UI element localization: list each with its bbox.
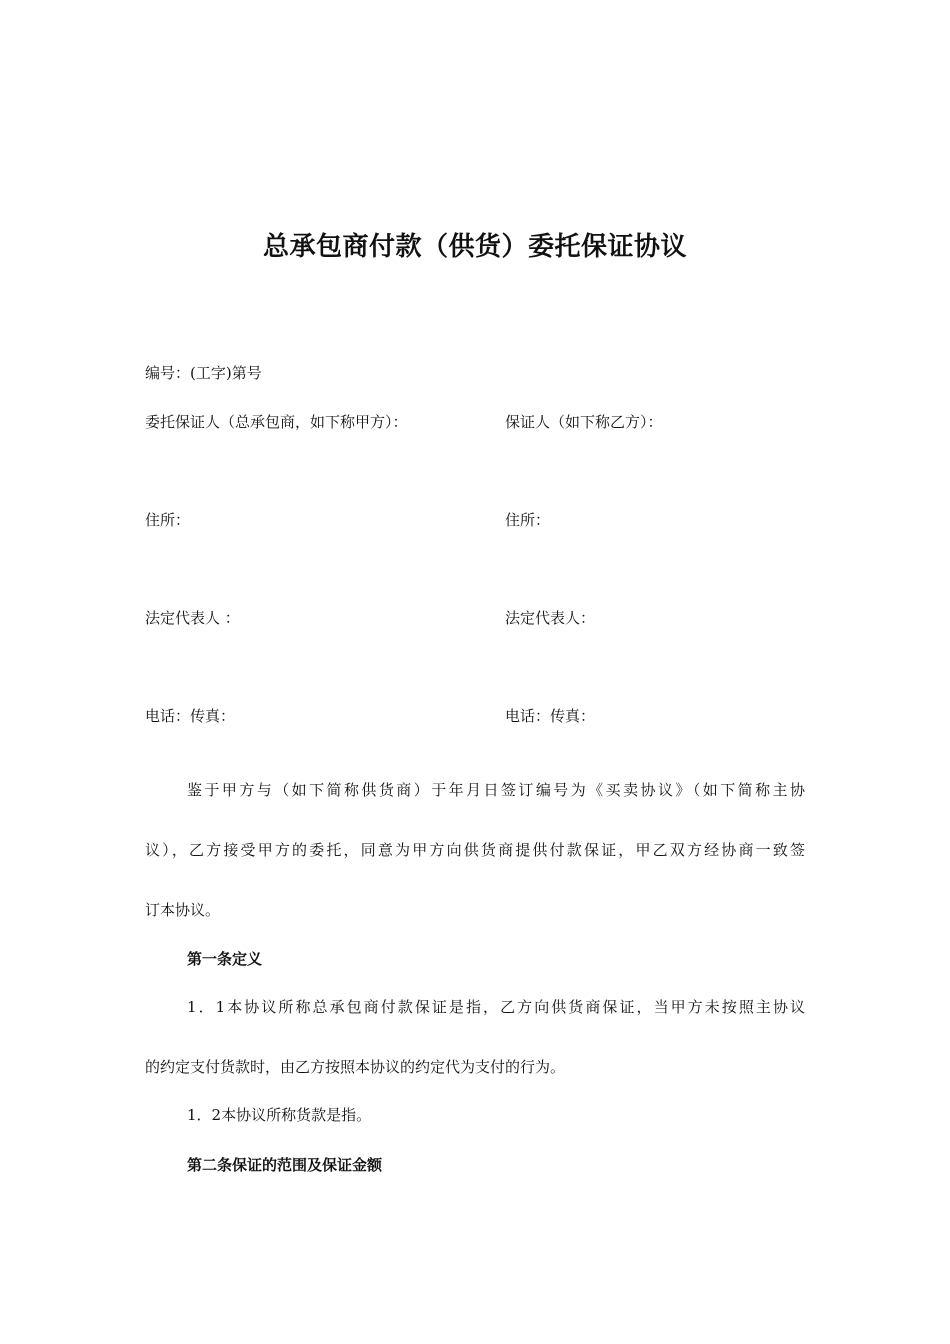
- contract-number: 编号：(工字)第号: [145, 364, 262, 382]
- party-a-label: 委托保证人（总承包商，如下称甲方）：: [145, 413, 408, 431]
- clause-1-1-line-1: 1．1本协议所称总承包商付款保证是指，乙方向供货商保证，当甲方未按照主协议: [187, 998, 805, 1016]
- preamble-line-1: 鉴于甲方与（如下简称供货商）于年月日签订编号为《买卖协议》（如下简称主协: [187, 781, 805, 799]
- article-2-heading: 第二条保证的范围及保证金额: [187, 1156, 383, 1174]
- preamble-line-2: 议），乙方接受甲方的委托，同意为甲方向供货商提供付款保证，甲乙双方经协商一致签: [145, 841, 805, 859]
- document-title: 总承包商付款（供货）委托保证协议: [262, 232, 687, 262]
- party-a-representative: 法定代表人 ：: [145, 609, 240, 627]
- party-b-address: 住所：: [505, 511, 551, 529]
- party-a-address: 住所：: [145, 511, 191, 529]
- preamble-line-3: 订本协议。: [145, 901, 221, 919]
- clause-1-1-line-2: 的约定支付货款时，由乙方按照本协议的约定代为支付的行为。: [145, 1058, 566, 1076]
- party-b-phone-fax: 电话：传真：: [505, 707, 596, 725]
- party-a-phone-fax: 电话：传真：: [145, 707, 236, 725]
- party-b-representative: 法定代表人：: [505, 609, 596, 627]
- clause-1-2: 1．2本协议所称货款是指。: [187, 1106, 372, 1124]
- article-1-heading: 第一条定义: [187, 950, 263, 968]
- party-b-label: 保证人（如下称乙方）：: [505, 413, 663, 431]
